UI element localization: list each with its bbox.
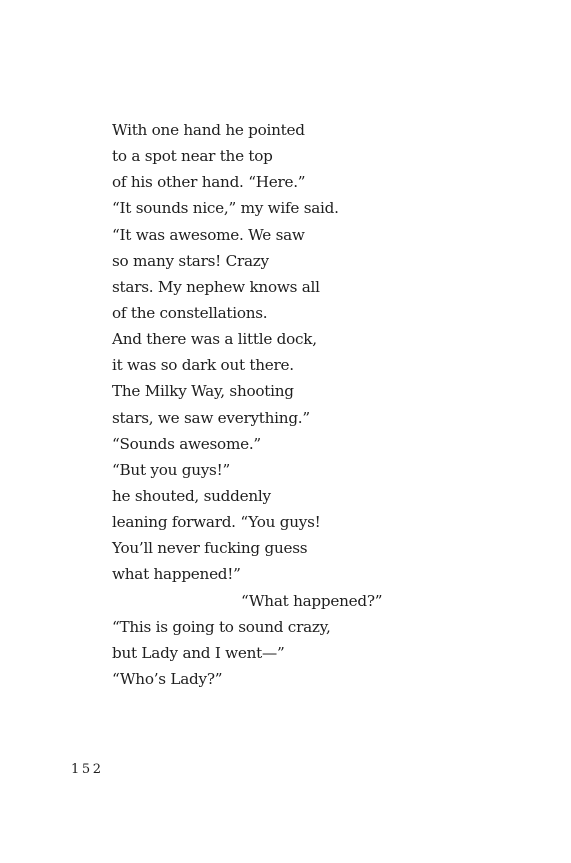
poem-line: “But you guys!”	[112, 460, 230, 479]
poem-line: “This is going to sound crazy,	[112, 617, 331, 636]
poem-line: but Lady and I went—”	[112, 643, 285, 662]
poem-line: “It sounds nice,” my wife said.	[112, 199, 339, 218]
poem-line: stars. My nephew knows all	[112, 277, 320, 296]
page-number: 152	[71, 762, 104, 777]
poem-line: leaning forward. “You guys!	[112, 513, 321, 532]
poem-text	[112, 117, 382, 692]
poem-line: to a spot near the top	[112, 147, 273, 166]
poem-line: “Who’s Lady?”	[112, 669, 223, 688]
poem-line: “Sounds awesome.”	[112, 434, 261, 453]
poem-line: he shouted, suddenly	[112, 486, 271, 505]
poem-line: And there was a little dock,	[112, 330, 317, 349]
poem-line: of his other hand. “Here.”	[112, 173, 306, 192]
poem-line: of the constellations.	[112, 303, 268, 322]
poem-line: stars, we saw everything.”	[112, 408, 310, 427]
poem-line: With one hand he pointed	[112, 121, 305, 139]
poem-line: You’ll never fucking guess	[112, 539, 308, 558]
poem-line: what happened!”	[112, 565, 241, 584]
poem-line: The Milky Way, shooting	[112, 382, 294, 401]
poem-line-indented: “What happened?”	[241, 591, 383, 610]
poem-line: so many stars! Crazy	[112, 251, 269, 270]
poem-line: it was so dark out there.	[112, 356, 294, 375]
poem-line: “It was awesome. We saw	[112, 225, 305, 244]
